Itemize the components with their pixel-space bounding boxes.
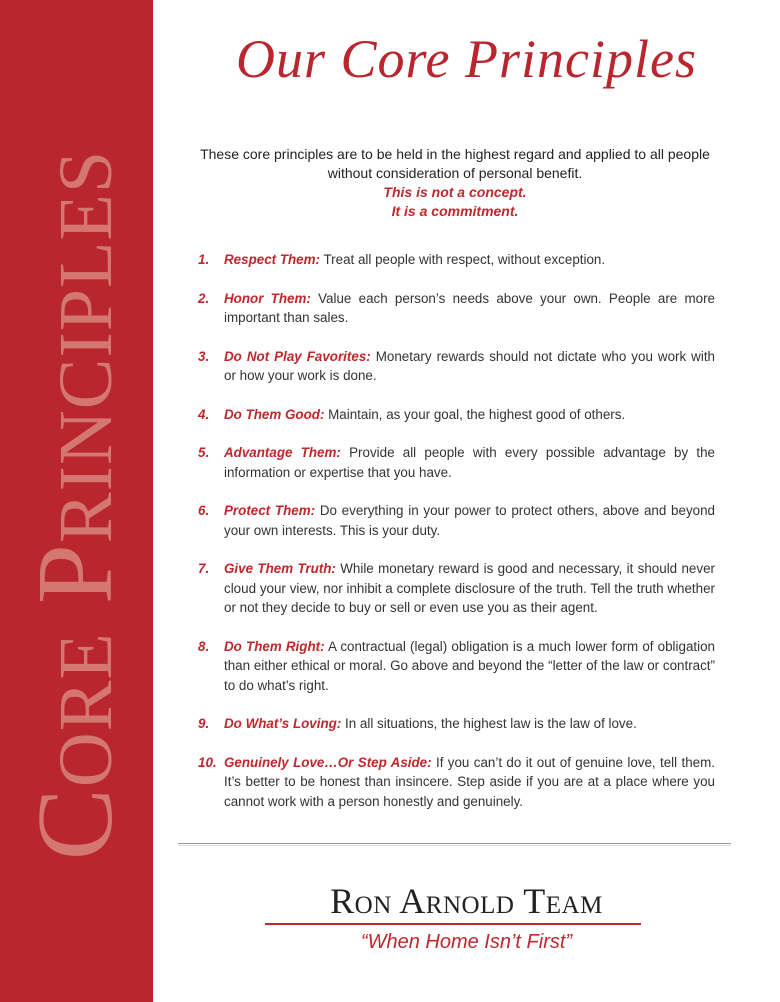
- principle-label: Genuinely Love…Or Step Aside:: [224, 754, 432, 770]
- principle-item: [198, 289, 715, 328]
- principle-label: Do What’s Loving:: [224, 716, 342, 731]
- principle-label: Protect Them:: [224, 503, 316, 518]
- intro-block: [195, 145, 715, 221]
- principle-number: 2.: [198, 290, 210, 306]
- principles-list: [198, 250, 715, 811]
- team-name: Ron Arnold Team: [330, 881, 603, 921]
- principle-text: Provide all people with every possible advantage by the information or expertise that you have.: [224, 445, 715, 480]
- principle-text: Do everything in your power to protect others, above and beyond your own interests. This is your duty.: [224, 503, 715, 538]
- principle-label: Do Not Play Favorites:: [224, 348, 371, 364]
- intro-text: These core principles are to be held in the highest regard and applied to all people without consideration of personal benefit.: [200, 146, 710, 181]
- principle-item: [198, 501, 715, 540]
- principle-text: If you can’t do it out of genuine love, tell them. It’s better to be honest than insincere. Step aside if you are at a place where you cannot work with a person honestly and genuinely.: [224, 754, 715, 809]
- principle-text: Treat all people with respect, without exception.: [320, 252, 606, 267]
- principle-number: 7.: [198, 561, 210, 576]
- principle-label: Give Them Truth:: [224, 561, 336, 576]
- principle-number: 4.: [198, 406, 210, 422]
- principle-label: Honor Them:: [224, 290, 311, 306]
- principle-text: A contractual (legal) obligation is a much lower form of obligation than either ethical or moral. Go above and beyond the “letter of the law or contract” to do what’s right.: [224, 638, 715, 693]
- team-name-underline: [265, 923, 641, 925]
- tagline: “When Home Isn’t First”: [360, 931, 573, 953]
- principle-text: Maintain, as your goal, the highest good of others.: [324, 406, 626, 422]
- principle-number: 3.: [198, 348, 210, 364]
- footer-divider: [178, 843, 731, 846]
- principle-label: Respect Them:: [224, 252, 320, 267]
- intro-emphasis-2: It is a commitment.: [391, 203, 519, 219]
- principle-number: 6.: [198, 503, 210, 518]
- principle-item: [198, 714, 715, 734]
- principle-label: Advantage Them:: [224, 445, 341, 460]
- principle-number: 1.: [198, 252, 210, 267]
- principle-label: Do Them Good:: [224, 406, 325, 422]
- principle-item: [198, 637, 715, 696]
- principle-item: [198, 443, 715, 482]
- sidebar-band: [0, 0, 153, 1002]
- principle-label: Do Them Right:: [224, 638, 325, 654]
- principle-text: Monetary rewards should not dictate who you work with or how your work is done.: [224, 348, 715, 383]
- sidebar-vertical-title: Core Principles: [16, 149, 135, 861]
- principle-number: 10.: [198, 754, 217, 770]
- page-title: Our Core Principles: [236, 29, 697, 89]
- principle-number: 9.: [198, 716, 210, 731]
- principle-text: While monetary reward is good and necessary, it should never cloud your view, nor inhibit a complete disclosure of the truth. Tell the truth whether or not they decide to buy or sell or even use you as their agent.: [224, 561, 715, 615]
- principle-item: [198, 250, 715, 270]
- principle-number: 8.: [198, 638, 210, 654]
- intro-emphasis-1: This is not a concept.: [383, 184, 527, 200]
- principle-item: [198, 559, 715, 618]
- principle-text: Value each person’s needs above your own. People are more important than sales.: [224, 290, 715, 325]
- principle-text: In all situations, the highest law is the law of love.: [341, 716, 637, 731]
- principle-item: [198, 753, 715, 812]
- principle-number: 5.: [198, 445, 210, 460]
- principle-item: [198, 347, 715, 386]
- principle-item: [198, 405, 715, 425]
